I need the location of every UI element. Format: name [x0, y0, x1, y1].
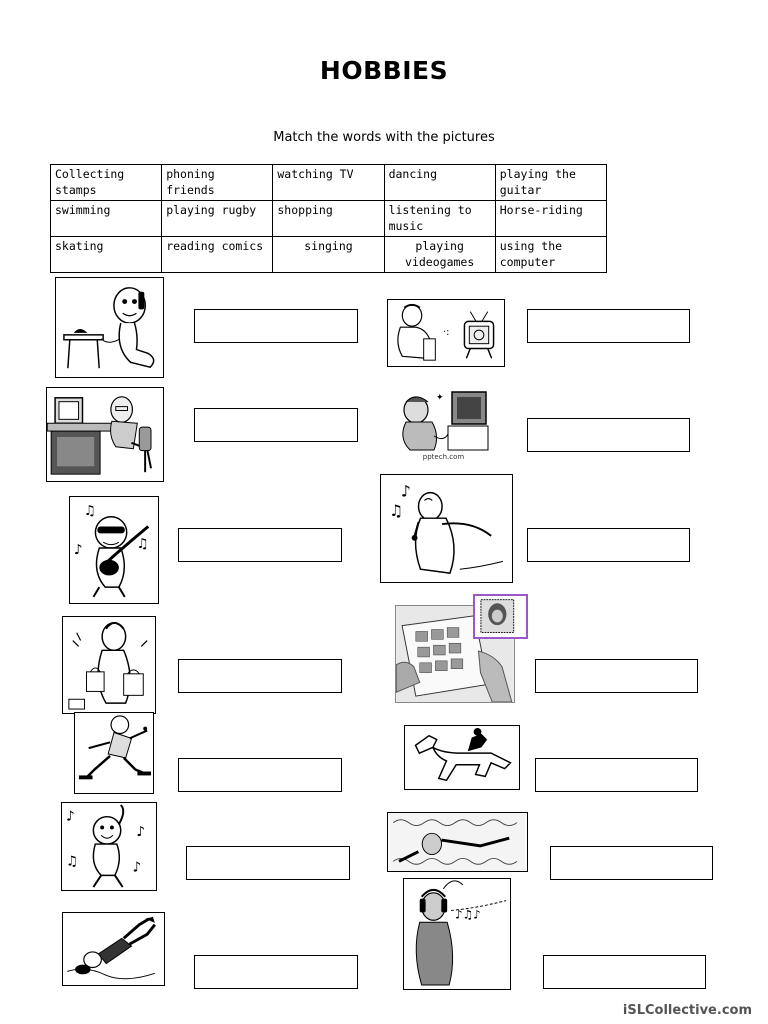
table-cell: watching TV: [273, 165, 384, 201]
table-cell: dancing: [384, 165, 495, 201]
table-cell: playing the guitar: [495, 165, 606, 201]
picture-caption: pptech.com: [422, 453, 465, 461]
tv-picture: [387, 299, 505, 367]
instructions: Match the words with the pictures: [273, 130, 495, 145]
dancing-picture: [61, 802, 157, 891]
skating-picture: [74, 712, 154, 794]
svg-text:♪: ♪: [73, 541, 83, 558]
table-cell: reading comics: [162, 237, 273, 273]
computer-picture: [46, 387, 164, 482]
phoning-illustration: [56, 278, 163, 377]
videogame-picture: [394, 386, 493, 462]
svg-text:✦: ✦: [436, 393, 444, 403]
table-cell: Collecting stamps: [51, 165, 162, 201]
answer-box-horse[interactable]: [535, 758, 698, 792]
horse-picture: [404, 725, 520, 790]
singing-illustration: [381, 475, 512, 582]
table-cell: playing rugby: [162, 201, 273, 237]
table-cell: shopping: [273, 201, 384, 237]
answer-box-swimming[interactable]: [550, 846, 713, 880]
table-row: [51, 201, 607, 237]
tv-illustration: [388, 300, 504, 366]
svg-text:♪♫♪: ♪♫♪: [455, 907, 481, 922]
table-cell: playing videogames: [384, 237, 495, 273]
answer-box-phoning[interactable]: [194, 309, 358, 343]
swimming-picture: [387, 812, 528, 872]
table-cell: Horse-riding: [495, 201, 606, 237]
phoning-picture: [55, 277, 164, 378]
svg-text:♫: ♫: [65, 853, 79, 870]
answer-box-tv[interactable]: [527, 309, 690, 343]
computer-illustration: [47, 388, 163, 481]
music-illustration: [404, 879, 510, 989]
table-cell: phoning friends: [162, 165, 273, 201]
svg-text:·:: ·:: [443, 326, 450, 338]
answer-box-shopping[interactable]: [178, 659, 342, 693]
answer-box-music[interactable]: [543, 955, 706, 989]
page-title: HOBBIES: [319, 56, 449, 85]
svg-text:♪: ♪: [136, 824, 146, 841]
svg-text:♫: ♫: [83, 502, 96, 519]
guitar-illustration: [70, 497, 158, 603]
videogame-illustration: [394, 386, 493, 462]
dancing-illustration: [62, 803, 156, 890]
table-cell: swimming: [51, 201, 162, 237]
shopping-picture: [62, 616, 156, 714]
answer-box-computer[interactable]: [194, 408, 358, 442]
table-cell: skating: [51, 237, 162, 273]
answer-box-stamps[interactable]: [535, 659, 698, 693]
table-cell: using the computer: [495, 237, 606, 273]
guitar-picture: [69, 496, 159, 604]
swimming-illustration: [388, 813, 527, 871]
stamp-picture: [473, 594, 528, 639]
rugby-picture: [62, 912, 165, 986]
shopping-illustration: [63, 617, 155, 713]
answer-box-videogames[interactable]: [527, 418, 690, 452]
svg-text:♫: ♫: [136, 536, 149, 553]
table-row: [51, 237, 607, 273]
svg-text:♫: ♫: [389, 501, 404, 521]
stamp-illustration: [475, 596, 526, 637]
answer-box-guitar[interactable]: [178, 528, 342, 562]
watermark: iSLCollective.com: [622, 1003, 752, 1018]
answer-box-dancing[interactable]: [186, 846, 350, 880]
svg-text:♪: ♪: [400, 481, 411, 501]
horse-illustration: [405, 726, 519, 789]
skating-illustration: [75, 713, 153, 793]
svg-text:♪: ♪: [65, 808, 75, 825]
answer-box-skating[interactable]: [178, 758, 342, 792]
word-table: [50, 164, 607, 273]
answer-box-rugby[interactable]: [194, 955, 358, 989]
music-picture: [403, 878, 511, 990]
table-row: [51, 165, 607, 201]
singing-picture: [380, 474, 513, 583]
svg-text:♪: ♪: [132, 859, 142, 876]
rugby-illustration: [63, 913, 164, 985]
answer-box-singing[interactable]: [527, 528, 690, 562]
table-cell: singing: [273, 237, 384, 273]
table-cell: listening to music: [384, 201, 495, 237]
